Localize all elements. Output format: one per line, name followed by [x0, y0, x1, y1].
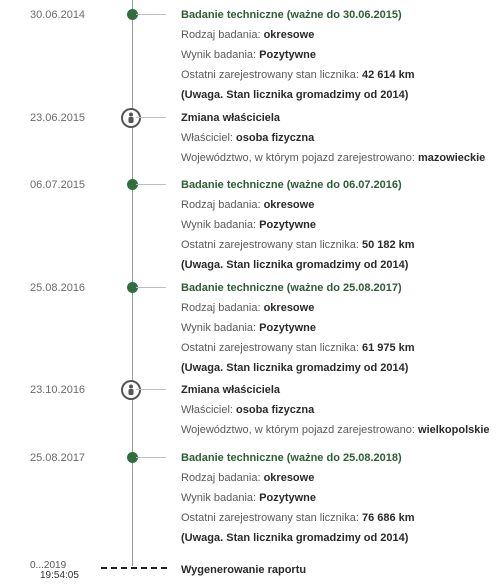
type-label: Rodzaj badania:: [181, 472, 261, 484]
connector-tick: [136, 14, 166, 15]
odometer-note: (Uwaga. Stan licznika gromadzimy od 2014): [181, 259, 409, 271]
region-label: Województwo, w którym pojazd zarejestrowano:: [181, 424, 415, 436]
odometer-value: 61 975 km: [361, 342, 415, 354]
connector-tick: [136, 389, 166, 390]
type-label: Rodzaj badania:: [181, 29, 261, 41]
odometer-value: 42 614 km: [361, 69, 415, 81]
timeline-end-tick: [132, 552, 133, 566]
owner-value: osoba fizyczna: [236, 404, 315, 416]
odometer-note: (Uwaga. Stan licznika gromadzimy od 2014): [181, 89, 409, 101]
region-value: wielkopolskie: [418, 424, 490, 436]
entry-content: [181, 380, 501, 440]
report-time: 19:54:05: [40, 570, 79, 581]
entry-content: [181, 175, 501, 275]
result-label: Wynik badania:: [181, 49, 257, 61]
entry-date: 23.10.2016: [30, 384, 86, 396]
odometer-label: Ostatni zarejestrowany stan licznika:: [181, 239, 359, 251]
type-value: okresowe: [263, 29, 315, 41]
connector-tick: [136, 287, 166, 288]
connector-tick: [136, 457, 166, 458]
entry-content: [181, 278, 501, 378]
person-icon: [121, 108, 141, 128]
entry-date: 06.07.2015: [30, 179, 86, 191]
odometer-note: (Uwaga. Stan licznika gromadzimy od 2014): [181, 362, 409, 374]
odometer-label: Ostatni zarejestrowany stan licznika:: [181, 512, 359, 524]
entry-content: [181, 5, 501, 105]
type-value: okresowe: [263, 199, 315, 211]
connector-tick: [136, 184, 166, 185]
person-icon: [121, 380, 141, 400]
entry-content: [181, 108, 501, 168]
result-label: Wynik badania:: [181, 492, 257, 504]
entry-title: Badanie techniczne (ważne do 06.07.2016): [181, 179, 402, 191]
type-value: okresowe: [263, 302, 315, 314]
entry-date: 25.08.2017: [30, 452, 86, 464]
report-label: Wygenerowanie raportu: [181, 564, 307, 576]
result-value: Pozytywne: [259, 49, 317, 61]
entry-content: [181, 448, 501, 548]
odometer-note: (Uwaga. Stan licznika gromadzimy od 2014): [181, 532, 409, 544]
odometer-value: 76 686 km: [361, 512, 415, 524]
entry-title: Badanie techniczne (ważne do 25.08.2018): [181, 452, 402, 464]
type-label: Rodzaj badania:: [181, 302, 261, 314]
region-value: mazowieckie: [418, 152, 486, 164]
odometer-label: Ostatni zarejestrowany stan licznika:: [181, 69, 359, 81]
odometer-value: 50 182 km: [361, 239, 415, 251]
owner-label: Właściciel:: [181, 404, 233, 416]
result-value: Pozytywne: [259, 322, 317, 334]
entry-title: Badanie techniczne (ważne do 25.08.2017): [181, 282, 402, 294]
result-label: Wynik badania:: [181, 322, 257, 334]
entry-title: Zmiana właściciela: [181, 112, 281, 124]
dashed-marker: [101, 567, 167, 569]
report-date: 0...2019: [30, 560, 67, 571]
entry-date: 30.06.2014: [30, 9, 86, 21]
entry-title: Badanie techniczne (ważne do 30.06.2015): [181, 9, 402, 21]
type-label: Rodzaj badania:: [181, 199, 261, 211]
entry-date: 23.06.2015: [30, 112, 86, 124]
owner-value: osoba fizyczna: [236, 132, 315, 144]
timeline-line: [132, 0, 133, 552]
entry-title: Zmiana właściciela: [181, 384, 281, 396]
odometer-label: Ostatni zarejestrowany stan licznika:: [181, 342, 359, 354]
type-value: okresowe: [263, 472, 315, 484]
result-label: Wynik badania:: [181, 219, 257, 231]
entry-date: 25.08.2016: [30, 282, 86, 294]
owner-label: Właściciel:: [181, 132, 233, 144]
connector-tick: [136, 117, 166, 118]
result-value: Pozytywne: [259, 492, 317, 504]
result-value: Pozytywne: [259, 219, 317, 231]
region-label: Województwo, w którym pojazd zarejestrowano:: [181, 152, 415, 164]
